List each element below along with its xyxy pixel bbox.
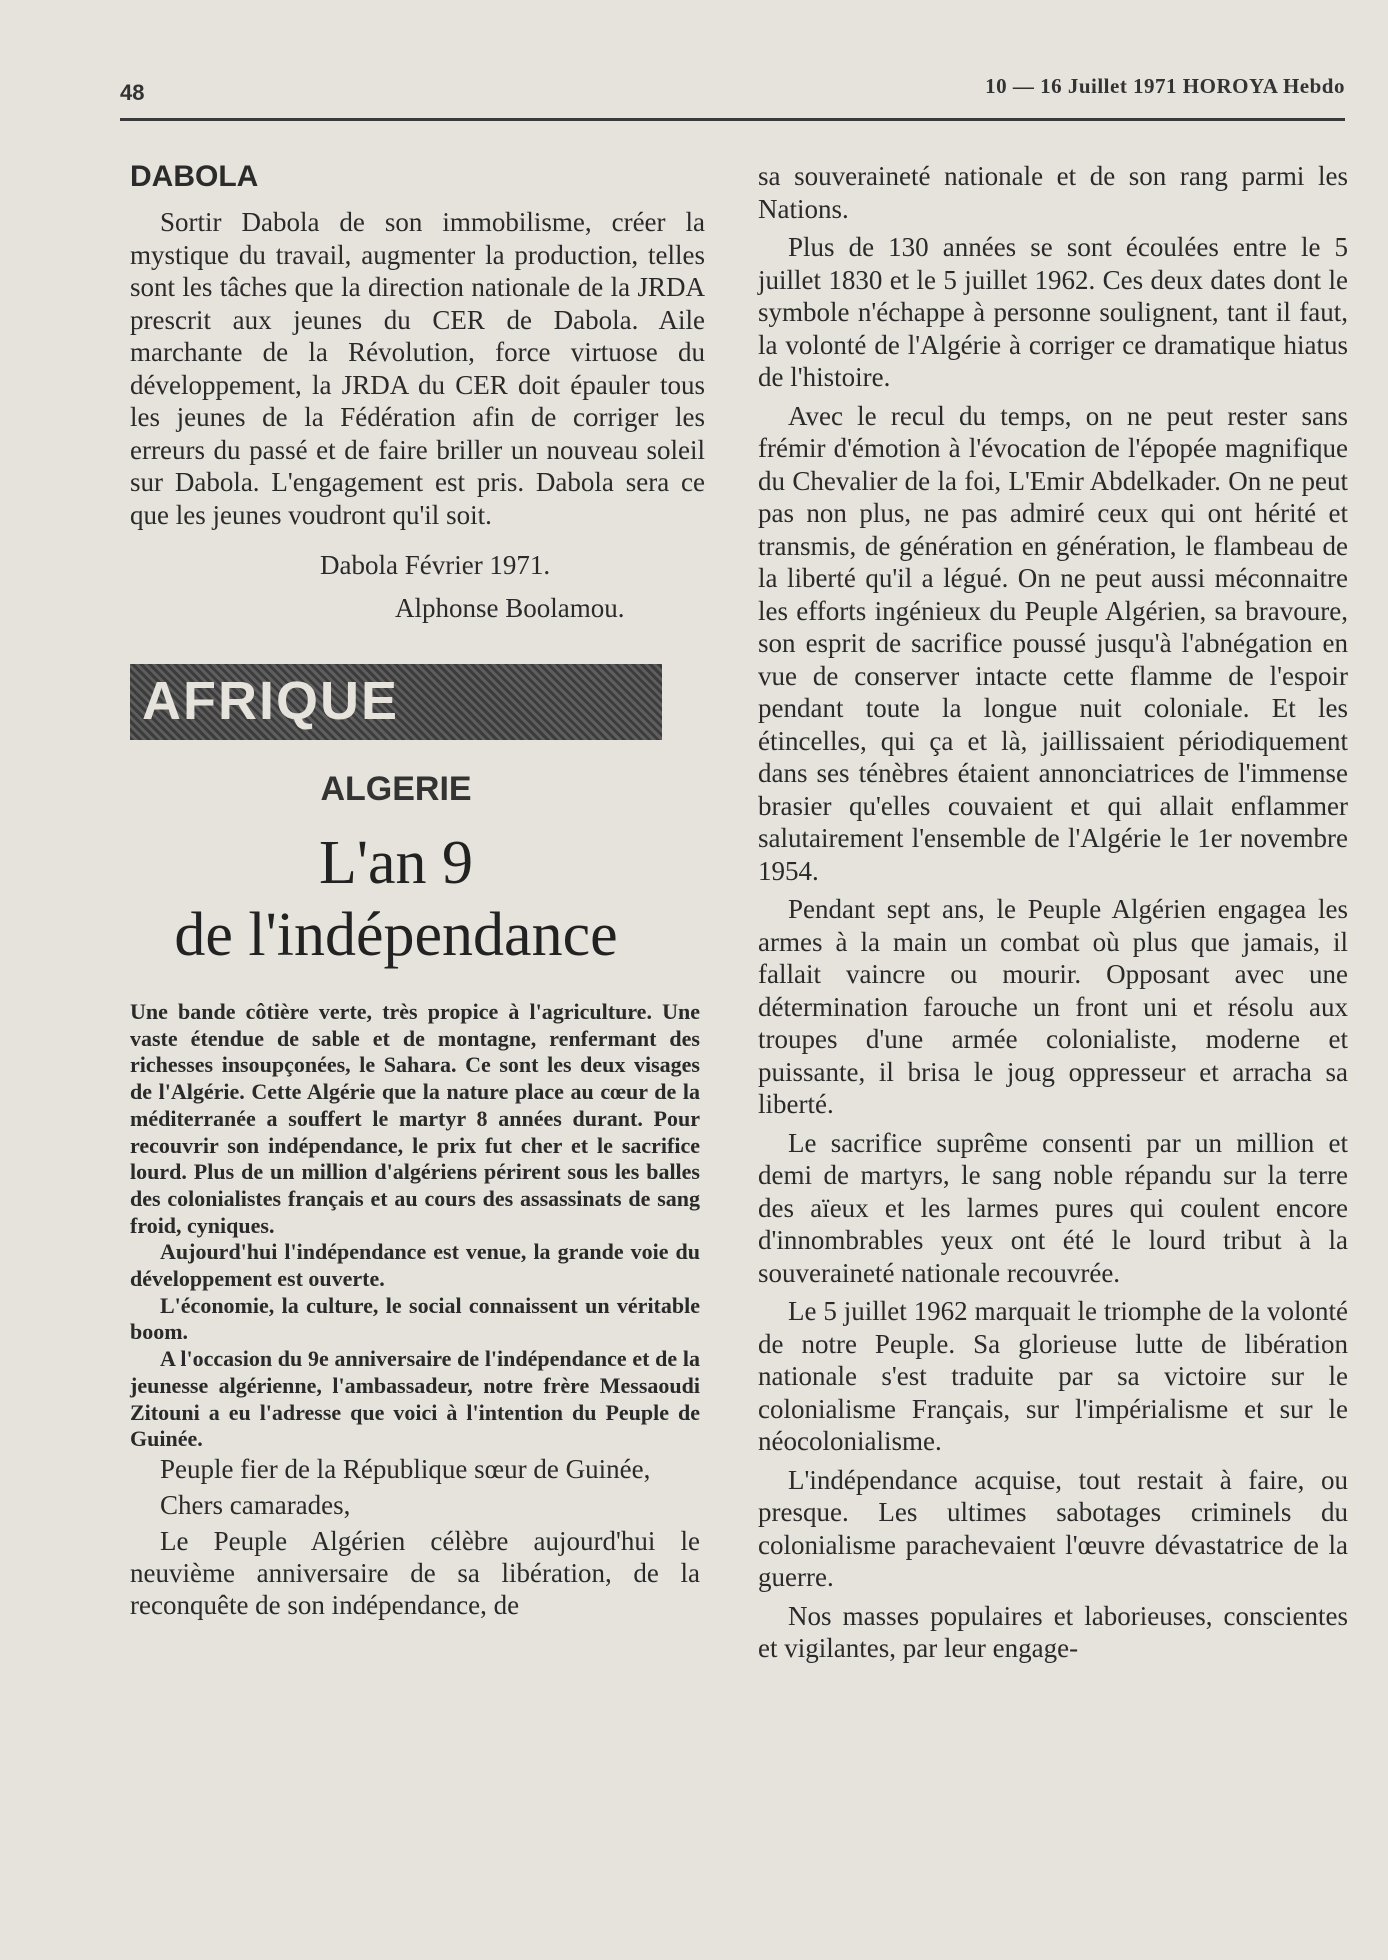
dabola-author: Alphonse Boolamou. (395, 592, 625, 623)
chapo-paragraph: L'économie, la culture, le social connaissent un véritable boom. (130, 1292, 700, 1345)
article-paragraph: Le 5 juillet 1962 marquait le triomphe de la volonté de notre Peuple. Sa glorieuse lutte de libération nationale s'est traduite par sa victoire sur le colonialisme Français, sur l'impérialisme et sur le néocolonialisme. (758, 1296, 1348, 1456)
chapo-paragraph: Une bande côtière verte, très propice à l'agriculture. Une vaste étendue de sable et de montagne, renfermant des richesses insoupçonées, le Sahara. Ce sont les deux visages de l'Algérie. Cette Algérie que la nature place au cœur de la méditerranée a souffert le martyr 8 années durant. Pour recouvrir son indépendance, le prix fut cher et le sacrifice lourd. Plus de un million d'algériens périrent sous les balles des colonialistes français et au cours des assassinats de sang froid, cyniques. (130, 999, 700, 1238)
chapo-paragraph: A l'occasion du 9e anniversaire de l'indépendance et de la jeunesse algérienne, l'ambassadeur, notre frère Messaoudi Zitouni a eu l'adresse que voici à l'intention du Peuple de Guinée. (130, 1346, 700, 1452)
dabola-text: Sortir Dabola de son immobilisme, créer la mystique du travail, augmenter la production, telles sont les tâches que la direction nationale de la JRDA prescrit aux jeunes du CER de Dabola. Aile marchante de la Révolution, force virtuose du développement, la JRDA du CER doit épauler tous les jeunes de la Fédération afin de corriger les erreurs du passé et de faire briller un nouveau soleil sur Dabola. L'engagement est pris. Dabola sera ce que les jeunes voudront qu'il soit. (130, 207, 705, 530)
article-paragraph: Avec le recul du temps, on ne peut rester sans frémir d'émotion à l'évocation de l'épopée magnifique du Chevalier de la foi, L'Emir Abdelkader. On ne peut pas non plus, ne pas admiré ceux qui ont hérité et transmis, de génération en génération, le flambeau de la liberté qu'il a légué. On ne peut aussi méconnaitre les efforts ingénieux du Peuple Algérien, sa bravoure, son esprit de sacrifice poussé jusqu'à l'abnégation en vue de conserver intacte cette flamme de l'espoir pendant toute la longue nuit coloniale. Et les étincelles, qui ça et là, jaillissaient périodiquement dans ses ténèbres étaient annonciatrices de l'immense brasier qu'elles couvaient et qui allait enflammer salutairement l'ensemble de l'Algérie le 1er novembre 1954. (758, 400, 1348, 886)
article-paragraph: Plus de 130 années se sont écoulées entre le 5 juillet 1830 et le 5 juillet 1962. Ces deux dates dont le symbole n'échappe à personne soulignent, tant il faut, la volonté de l'Algérie à corriger ce dramatique hiatus de l'histoire. (758, 232, 1348, 392)
letter-paragraph: Le Peuple Algérien célèbre aujourd'hui le neuvième anniversaire de sa libération, de la reconquête de son indépendance, de (130, 1525, 700, 1620)
headline-line-2: de l'indépendance (174, 901, 618, 969)
section-banner (130, 664, 662, 740)
chapo-paragraph: Aujourd'hui l'indépendance est venue, la grande voie du développement est ouverte. (130, 1239, 700, 1292)
letter-greeting: Chers camarades, (160, 1489, 351, 1520)
article-paragraph: Nos masses populaires et laborieuses, conscientes et vigilantes, par leur engage- (758, 1600, 1348, 1663)
issue-line: 10 — 16 Juillet 1971 HOROYA Hebdo (985, 74, 1345, 98)
article-paragraph: L'indépendance acquise, tout restait à faire, ou presque. Les ultimes sabotages criminels du colonialisme parachevaient l'œuvre dévastatrice de la guerre. (758, 1464, 1348, 1592)
article-paragraph: Le sacrifice suprême consenti par un million et demi de martyrs, le sang noble répandu sur la terre des aïeux et les larmes pures qui coulent encore d'innombrables yeux ont été le lourd tribut à la souveraineté nationale recouvrée. (758, 1127, 1348, 1288)
article-country: ALGERIE (320, 770, 472, 808)
section-label: AFRIQUE (142, 671, 399, 731)
header-rule (120, 118, 1345, 121)
article-headline (130, 827, 662, 971)
dabola-title: DABOLA (130, 160, 259, 193)
headline-line-1: L'an 9 (318, 829, 474, 897)
letter-salutation: Peuple fier de la République sœur de Guinée, (160, 1453, 651, 1484)
dabola-place-date: Dabola Février 1971. (320, 550, 551, 580)
right-column (758, 160, 1348, 1671)
article-paragraph: Pendant sept ans, le Peuple Algérien engagea les armes à la main un combat où plus que jamais, il fallait vaincre ou mourir. Opposant avec une détermination farouche un front uni et résolu aux troupes d'une armée colonialiste, moderne et puissante, il brisa le joug oppresseur et arracha sa liberté. (758, 894, 1348, 1119)
page-number: 48 (120, 80, 145, 105)
article-paragraph: sa souveraineté nationale et de son rang parmi les Nations. (758, 161, 1348, 224)
page-header (120, 70, 1345, 110)
left-column (130, 160, 705, 1621)
